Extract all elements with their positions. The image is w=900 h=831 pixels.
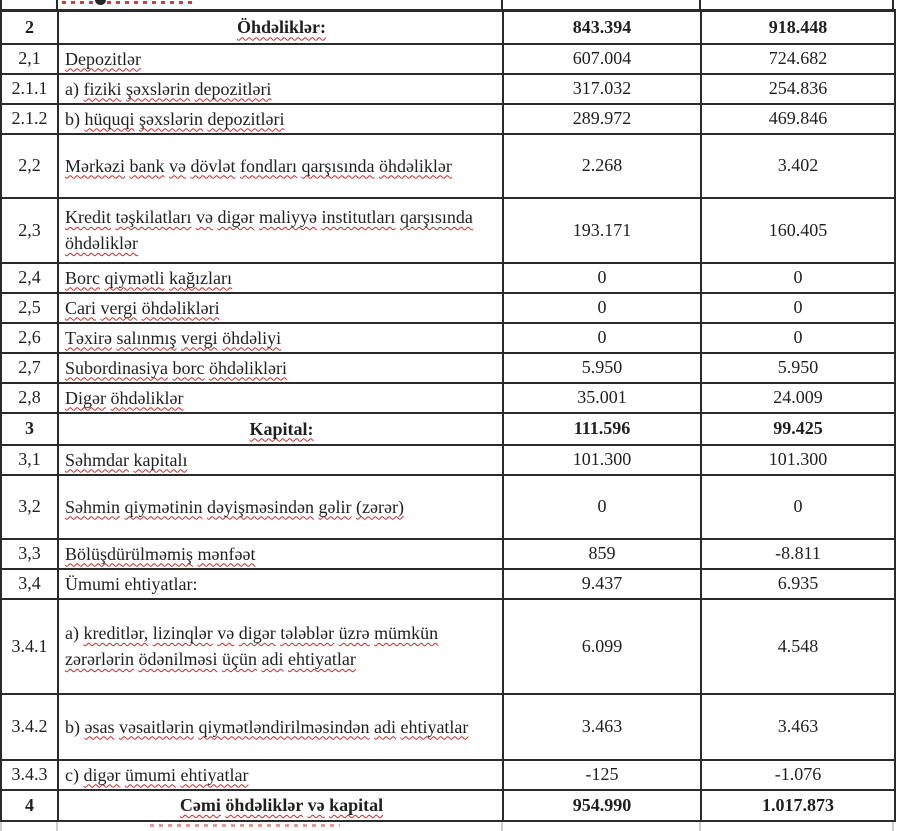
value-col1-cell: 9.437 — [503, 569, 701, 599]
grid-line — [699, 0, 701, 9]
value-col1-cell: 0 — [503, 475, 701, 539]
label-text: Ümumi ehtiyatlar: — [65, 573, 198, 594]
table-row — [1, 263, 895, 293]
row-number-cell: 3.4.3 — [1, 760, 58, 790]
label-word: və — [168, 155, 186, 176]
label-word: bank — [129, 155, 165, 176]
table-row — [1, 293, 895, 323]
label-word: Subordinasiya — [65, 357, 168, 378]
table-row — [1, 74, 895, 104]
value-col2-cell: 6.935 — [701, 569, 895, 599]
label-word: Öhdəliklər: — [237, 17, 326, 38]
label-word: şəxslərin — [139, 108, 203, 129]
label-word: digər — [83, 764, 121, 785]
label-word: Digər — [65, 387, 106, 408]
label-word: öhdəliklər — [225, 795, 304, 815]
row-number-cell: 3,1 — [1, 445, 58, 475]
table-row — [1, 539, 895, 569]
value-col2-cell: 0 — [701, 263, 895, 293]
label-word: adi — [373, 716, 396, 737]
label-word: qiymətinin — [124, 496, 203, 517]
label-word: təşkilatları — [115, 207, 192, 227]
row-label-cell — [58, 569, 503, 599]
label-word: üçün — [221, 649, 257, 669]
label-word: Borc — [65, 267, 100, 288]
row-number-cell: 2,7 — [1, 353, 58, 383]
row-number-cell: 2 — [1, 11, 58, 44]
table-row — [1, 475, 895, 539]
label-word: Cari — [65, 297, 96, 318]
grid-line — [501, 822, 503, 831]
row-number-cell: 2.1.2 — [1, 104, 58, 134]
label-word: Kredit — [65, 207, 111, 227]
row-number-cell: 3 — [1, 413, 58, 445]
label-word: depozitləri — [194, 78, 272, 99]
row-label-cell — [58, 539, 503, 569]
label-word: və — [307, 795, 325, 815]
label-prefix: b) — [65, 108, 80, 129]
row-label-cell — [58, 383, 503, 413]
value-col2-cell: 724.682 — [701, 44, 895, 74]
row-label-cell — [58, 44, 503, 74]
value-col2-cell: 1.017.873 — [701, 790, 895, 821]
label-word: dövlət — [190, 155, 236, 176]
table-row — [1, 445, 895, 475]
row-label-cell — [58, 599, 503, 694]
row-label-cell — [58, 790, 503, 821]
label-word: ehtiyatlar — [180, 764, 249, 785]
label-word: salınmış — [116, 327, 177, 348]
table-row — [1, 353, 895, 383]
table-row — [1, 104, 895, 134]
table-row — [1, 11, 895, 44]
value-col2-cell: 4.548 — [701, 599, 895, 694]
grid-line — [699, 822, 701, 831]
table-body — [1, 11, 895, 821]
label-word: Kapital: — [249, 418, 314, 439]
label-word: zərərlərin — [65, 649, 134, 669]
label-word: kreditlər, — [83, 623, 149, 643]
label-word: depozitləri — [207, 108, 285, 129]
value-col1-cell: 843.394 — [503, 11, 701, 44]
table-row — [1, 134, 895, 198]
label-word: Cəmi — [179, 795, 221, 815]
row-label-cell — [58, 475, 503, 539]
clipped-row-above — [0, 0, 894, 9]
label-word: Bölüşdürülməmiş — [65, 543, 194, 564]
table-row — [1, 383, 895, 413]
label-word: digər — [238, 623, 276, 643]
value-col1-cell: 193.171 — [503, 198, 701, 263]
label-word: fondları — [239, 155, 297, 176]
value-col2-cell: 0 — [701, 293, 895, 323]
value-col2-cell: 3.463 — [701, 694, 895, 760]
label-word: qiymətləndirilməsindən — [198, 716, 370, 737]
row-label-cell — [58, 74, 503, 104]
label-word: kapitalı — [133, 449, 188, 470]
label-word: gəlir — [318, 496, 352, 517]
row-number-cell: 2,6 — [1, 323, 58, 353]
value-col2-cell: 0 — [701, 475, 895, 539]
label-word: qarşısında — [301, 155, 375, 176]
table-row — [1, 790, 895, 821]
label-word: dəyişməsindən — [207, 496, 314, 517]
value-col2-cell: 99.425 — [701, 413, 895, 445]
row-label-cell — [58, 445, 503, 475]
grid-line — [56, 0, 58, 9]
label-word: ehtiyatlar — [287, 649, 356, 669]
row-label-cell — [58, 293, 503, 323]
table-row — [1, 323, 895, 353]
value-col1-cell: 859 — [503, 539, 701, 569]
label-word: Səhmdar — [65, 449, 129, 470]
label-word: öhdəliklər — [110, 387, 184, 408]
label-word: qiymətli — [104, 267, 165, 288]
label-word: öhdəlikləri — [208, 357, 287, 378]
label-word: maliyyə — [258, 207, 317, 227]
grid-line — [892, 822, 894, 831]
label-word: hüquqi — [84, 108, 135, 129]
label-prefix: a) — [65, 78, 79, 99]
table-row — [1, 694, 895, 760]
row-number-cell: 3,2 — [1, 475, 58, 539]
label-word: öhdəliklər — [65, 233, 138, 253]
label-word: üzrə — [338, 623, 370, 643]
row-label-cell — [58, 760, 503, 790]
value-col2-cell: 254.836 — [701, 74, 895, 104]
label-word: ehtiyatlar — [400, 716, 469, 737]
label-prefix: c) — [65, 764, 79, 785]
label-word: Səhmin — [65, 496, 121, 517]
grid-line — [501, 0, 503, 9]
row-label-cell — [58, 104, 503, 134]
row-number-cell: 2,4 — [1, 263, 58, 293]
row-number-cell: 2.1.1 — [1, 74, 58, 104]
grid-line — [56, 822, 58, 831]
label-prefix: a) — [65, 623, 79, 643]
table-row — [1, 760, 895, 790]
table-row — [1, 198, 895, 263]
row-label-cell — [58, 11, 503, 44]
table-row — [1, 413, 895, 445]
value-col2-cell: 469.846 — [701, 104, 895, 134]
label-word: fiziki — [83, 78, 122, 99]
value-col1-cell: 111.596 — [503, 413, 701, 445]
label-word: vəsaitlərin — [119, 716, 194, 737]
value-col1-cell: 0 — [503, 323, 701, 353]
label-word: borc — [172, 357, 205, 378]
spellcheck-squiggle-fragment — [62, 1, 192, 4]
label-word: əsas — [84, 716, 115, 737]
row-label-cell — [58, 694, 503, 760]
value-col1-cell: 0 — [503, 293, 701, 323]
row-label-cell — [58, 198, 503, 263]
value-col1-cell: 3.463 — [503, 694, 701, 760]
label-word: şəxslərin — [125, 78, 190, 99]
label-word: qarşısında — [399, 207, 473, 227]
label-word: ümumi — [124, 764, 176, 785]
value-col2-cell: 3.402 — [701, 134, 895, 198]
label-word: və — [217, 623, 235, 643]
value-col2-cell: 160.405 — [701, 198, 895, 263]
label-word: öhdəliyi — [222, 327, 282, 348]
label-word: tələblər — [280, 623, 335, 643]
value-col1-cell: 5.950 — [503, 353, 701, 383]
spellcheck-squiggle-fragment — [150, 824, 340, 827]
label-word: öhdəliklər — [378, 155, 452, 176]
value-col1-cell: 607.004 — [503, 44, 701, 74]
value-col2-cell: 5.950 — [701, 353, 895, 383]
label-word: kapital — [329, 795, 384, 815]
clipped-row-below — [0, 822, 894, 831]
value-col2-cell: -8.811 — [701, 539, 895, 569]
grid-line — [0, 822, 2, 831]
label-word: kağızları — [169, 267, 232, 288]
label-word: lizinqlər — [152, 623, 213, 643]
balance-sheet-table — [0, 9, 896, 822]
label-word: öhdəlikləri — [141, 297, 220, 318]
clipped-letter-fragment — [95, 0, 106, 5]
row-label-cell — [58, 323, 503, 353]
row-label-cell — [58, 353, 503, 383]
value-col2-cell: 0 — [701, 323, 895, 353]
value-col1-cell: 101.300 — [503, 445, 701, 475]
label-word: vergi — [180, 327, 218, 348]
row-label-cell — [58, 413, 503, 445]
value-col1-cell: 317.032 — [503, 74, 701, 104]
value-col1-cell: 35.001 — [503, 383, 701, 413]
label-word: adi — [261, 649, 284, 669]
value-col1-cell: 954.990 — [503, 790, 701, 821]
label-prefix: b) — [65, 716, 80, 737]
row-number-cell: 2,8 — [1, 383, 58, 413]
label-word: Təxirə — [65, 327, 112, 348]
label-word: və — [195, 207, 213, 227]
value-col2-cell: -1.076 — [701, 760, 895, 790]
row-label-cell — [58, 134, 503, 198]
row-number-cell: 2,1 — [1, 44, 58, 74]
row-number-cell: 2,5 — [1, 293, 58, 323]
label-word: mənfəət — [197, 543, 256, 564]
grid-line — [0, 0, 2, 9]
value-col2-cell: 24.009 — [701, 383, 895, 413]
label-word: vergi — [100, 297, 138, 318]
table-row — [1, 599, 895, 694]
row-number-cell: 2,3 — [1, 198, 58, 263]
row-label-cell — [58, 263, 503, 293]
row-number-cell: 3.4.1 — [1, 599, 58, 694]
label-word: digər — [217, 207, 255, 227]
label-word: (zərər) — [356, 496, 404, 517]
value-col1-cell: -125 — [503, 760, 701, 790]
table-row — [1, 44, 895, 74]
grid-line — [892, 0, 894, 9]
value-col1-cell: 6.099 — [503, 599, 701, 694]
value-col1-cell: 2.268 — [503, 134, 701, 198]
row-number-cell: 3,4 — [1, 569, 58, 599]
value-col2-cell: 101.300 — [701, 445, 895, 475]
row-number-cell: 3.4.2 — [1, 694, 58, 760]
label-word: ödənilməsi — [138, 649, 218, 669]
row-number-cell: 3,3 — [1, 539, 58, 569]
label-word: Depozitlər — [65, 48, 141, 69]
label-word: institutları — [321, 207, 396, 227]
value-col1-cell: 0 — [503, 263, 701, 293]
row-number-cell: 2,2 — [1, 134, 58, 198]
row-number-cell: 4 — [1, 790, 58, 821]
value-col1-cell: 289.972 — [503, 104, 701, 134]
table-row — [1, 569, 895, 599]
label-word: Mərkəzi — [65, 155, 125, 176]
label-word: mümkün — [374, 623, 439, 643]
value-col2-cell: 918.448 — [701, 11, 895, 44]
